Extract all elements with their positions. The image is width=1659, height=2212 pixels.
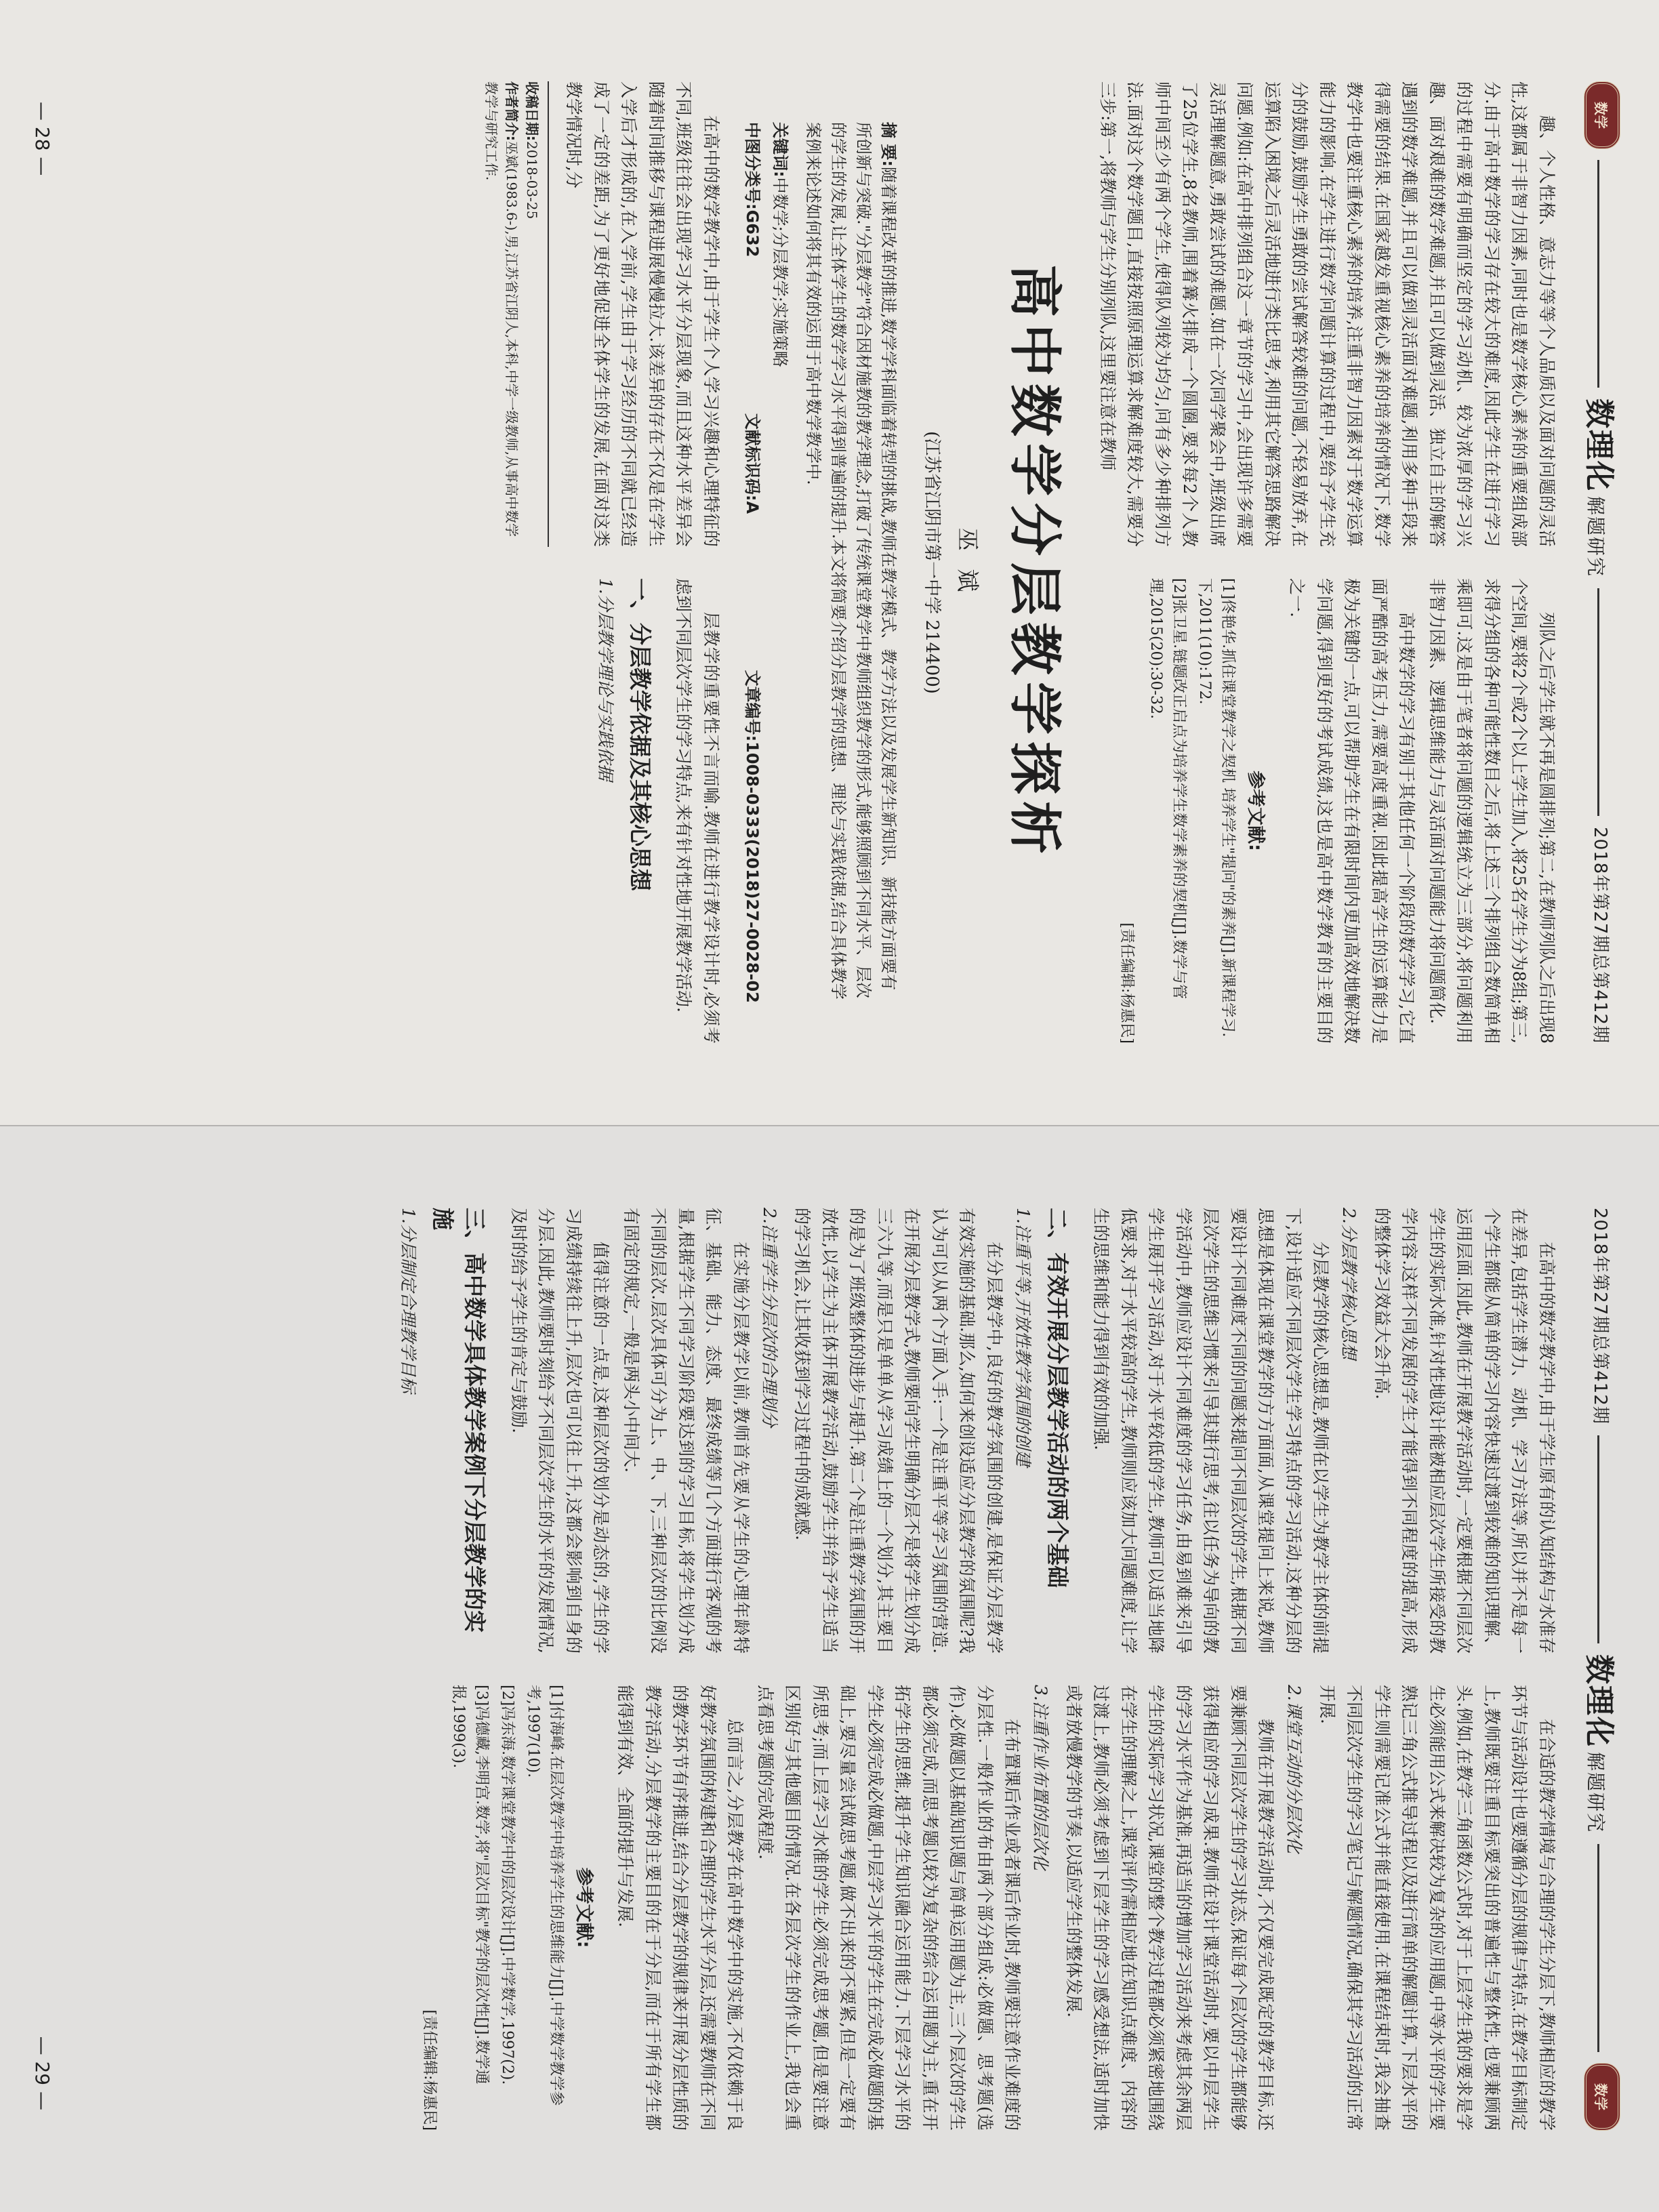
section-heading-3: 三、高中数学具体教学案例下分层教学的实施 (430, 1208, 489, 1633)
page-header (1580, 1208, 1624, 2131)
keywords-line (770, 122, 794, 1003)
subsection-heading: 3.注重作业布置的层次化 (1031, 1685, 1051, 1870)
journal-badge-logo: 数学 (1584, 2063, 1620, 2131)
references-title: 参考文献: (573, 1867, 594, 1948)
column-left (394, 1208, 1561, 1654)
section-heading-1: 一、分层教学依据及其核心思想 (626, 578, 653, 891)
body-paragraph: 在高中的数学教学中,由于学生原有的认知结构与水准存在差异,包括学生潜力、动机、学习方法等,所以并不是每一个学生都能从简单的学习内容快速过渡到较难的知识理解、运用层面.因此,教师在开展教学活动时,一定要根据不同层次学生的实际水准,针对性地设计能被相应层次学生所接受的教学内容.这样不同发展的学生才能得到不同程度的提高,形成的整体学习效益大会升高. (1372, 1208, 1557, 1654)
header-rule (1598, 160, 1600, 388)
subsection-heading: 1.注重平等,开放性教学氛围的创建 (1013, 1208, 1033, 1467)
brand-name: 数理化 (1582, 398, 1616, 493)
author-bio (481, 81, 522, 547)
prev-article-columns (1091, 81, 1561, 1044)
reference-item: [1]付海峰.在层次教学中培养学生的思维能力[J].中学数学教学参考,1997(10). (524, 1685, 565, 2106)
issue-info: 2018年第27期总第412期 (1590, 1208, 1611, 1425)
reference-item: [3]冯德藏,李明宫.数学,将"层次目标"教学的层次性[J].数学通报,1999(3). (449, 1685, 490, 2085)
received-label: 收稿日期: (523, 81, 540, 141)
document-code: 文献标识码:A (742, 413, 762, 514)
body-paragraph: 总而言之,分层教学在高中数学中的实施,不仅依赖于良好教学氛围的构建和合理的学生水平分层,还需要教师在不同的教学环节有序推进,结合分层教学的规律来开展分层性质的教学活动.分层教学的主要目的在于分层,而在于所有学生都能得到有效、全面的提升与发展. (615, 1685, 745, 2131)
received-value: 2018-03-25 (523, 141, 540, 220)
column-right (481, 578, 724, 1044)
article-author: 巫 斌 (954, 527, 981, 598)
subsection-heading: 2.分层教学核心思想 (1339, 1208, 1359, 1359)
column-left (481, 81, 724, 547)
article-number: 文章编号:1008-0333(2018)27-0028-02 (742, 670, 762, 1003)
abstract-text: 随着课程改革的推进,数学学科面临着转型的挑战,教师在教学模式、教学方法以及发展学生新知识、新技能方面要有所创新与突破."分层教学"符合因材施教的教学理念,打破了传统课堂教学中教师组织教学的形式,能够照顾到不同水平、层次的学生的发展,让全体学生的数学学习水平得到普遍的提升.本文将简要介绍分层教学的思想、理论与实践依据,结合具体教学案例来论述如何将其有效的运用于高中数学教学中. (803, 122, 899, 1000)
article-columns (481, 81, 724, 1044)
subsection-heading: 2.课堂互动的分层次化 (1284, 1685, 1305, 1853)
clc-number: 中图分类号:G632 (742, 122, 762, 258)
page-29 (0, 1125, 1659, 2212)
page-number: — 29 — (31, 2036, 54, 2110)
page-header (1580, 81, 1624, 1044)
body-paragraph: 分层教学的核心思想是,教师在以学生为教学主体的前提下,设计适应不同层次学生学习特点的学习活动.这种分层的思想是体现在课堂教学的方方面面,从课堂提问上来说,教师要设计不同难度不同的问题来提问不同层次的学生,根据不同层次学生的思维习惯来引导其进行思考,往以任务为导向的教学活动中,教师应设计不同难度的学习任务,由易到难来引导学生展开学习活动,对于水平较低的学生,教师可以适当地降低要求,对于水平较高的学生,教师则应该加大问题难度,让学生的思维和能力得到有效的加强. (1091, 1208, 1331, 1654)
keywords-text: 中数学;分层教学;实施策略 (770, 177, 790, 367)
reference-item: [2]冯东海.数学课堂教学中的层次设计[J].中学数学,1997(2). (498, 1685, 516, 2085)
column-name: 解题研究 (1584, 1751, 1607, 1833)
article-heading (922, 81, 1078, 1044)
section-heading-2: 二、有效开展分层教学活动的两个基础 (1044, 1208, 1071, 1588)
journal-brand (1580, 398, 1624, 577)
header-rule (1598, 1844, 1600, 2052)
classification-line (742, 122, 766, 1003)
reference-item: [2]张卫星.链题改正启点为培养学生数学素养的契机[J].数学与管理,2015(20):30-32. (1147, 578, 1187, 1000)
body-paragraph: 在合适的教学情境与合理的学生分层下,教师相应的教学环节与活动设计也要遵循分层的规律与特点.在教学目标制定上,教师既要注重目标要突出的普遍性与整体性,也要兼顾两头.例如,在教学三角函数公式时,对于上层学生我的要求是学生必须能用公式来解决较为复杂的应用题,中等水平的学生要熟记三角公式推导过程以及进行简单的解题计算,下层水平的学生则需要记准公式并能直接使用.在课程结束时,我会抽查不同层次学生的学习笔记与解题情况,确保其学习活动的正常开展. (1317, 1685, 1557, 2131)
issue-info: 2018年第27期总第412期 (1590, 827, 1611, 1044)
keywords (770, 122, 794, 367)
article-footnote (481, 81, 549, 547)
article-columns (394, 1208, 1561, 2131)
reference-item: [1]佟艳华.抓住课堂教学之契机 培养学生"提问"的素养[J].新课程学习.下,2011(10):172. (1195, 578, 1236, 1038)
brand-name: 数理化 (1582, 1654, 1616, 1748)
column-name: 解题研究 (1584, 496, 1607, 578)
body-paragraph: 在实施分层教学以前,教师首先要从学生的心理年龄特征、基础、能力、态度、最终成绩等几个方面进行客观的考量,根据学生不同学习阶段要达到的学习目标,将学生划分成不同的层次.层次具体可分为上、中、下,三种层次的比例没有固定的规定,一般是两头小中间大. (621, 1208, 751, 1654)
bio-label: 作者简介: (503, 81, 520, 141)
subsection-heading: 2.注重学生分层次的合理划分 (760, 1208, 779, 1427)
keywords-label: 关键词: (770, 122, 790, 178)
header-rule (1598, 1435, 1600, 1643)
body-paragraph: 值得注意的一点是,这种层次的划分是动态的,学生的学习成绩持续往上升,层次也可以往上升,这都会影响到自身的分层.因此,教师要时刻给予不同层次学生的水平的发展情况,及时的给予学生的肯定与鼓励. (509, 1208, 611, 1654)
journal-badge-logo: 数学 (1584, 81, 1620, 149)
column-right (394, 1685, 1561, 2131)
body-paragraph: 在高中的数学教学中,由于学生个人学习兴趣和心理特征的不同,班级往往会出现学习水平分层现象,而且这种水平差异会随着时间推移与课程进展慢慢拉大.该差异的存在不仅是在学生入学后才形成的,在入学前,学生由于学习经历的不同就已经造成了一定的差距,为了更好地促进全体学生的发展,在面对这类教学情况时,分 (564, 81, 721, 547)
column-right (1091, 578, 1561, 1044)
editor-credit: [责任编辑:杨惠民] (1118, 922, 1135, 1044)
abstract-label: 摘 要: (879, 122, 899, 167)
subsection-heading: 1.分层教学理论与实践依据 (595, 578, 615, 781)
body-paragraph: 在布置课后作业或者课后作业时,教师要注意作业难度的分层性.一般作业的布由两个部分组成:必做题、思考题(选作).必做题以基础知识题与简单运用题为主,三个层次的学生都必须完成,而思考题以较为复杂的综合运用题为主,重在开拓学生的思维,提升学生知识融合运用能力.下层学习水平的学生必须完成必做题,中层学习水平的学生在完成必做题的基础上,要尽量尝试做思考题,做不出来的不要紧,但是一定要有所思考;而上层学习水准的学生必须完成思考题,但是要注意区别好与其他题目的情况.在各层次学生的作业上,我也会重点看思考题的完成程度. (756, 1685, 1023, 2131)
article-title: 高中数学分层教学探析 (1004, 264, 1066, 861)
bio-text: 巫斌(1983.6-),男,江苏省江阴人,本科,中学一级教师,从事高中数学教学与研究工作. (483, 81, 520, 537)
author-affiliation: (江苏省江阴市第一中学 214400) (922, 431, 943, 694)
journal-brand (1580, 1654, 1624, 1833)
body-paragraph: 层教学的重要性不言而喻.教师在进行教学设计时,必须考虑到不同层次学生的学习特点,来有针对性地开展教学活动. (674, 578, 721, 1044)
prev-article-paragraph-2: 高中数学的学习有别于其他任何一个阶段的数学学习,它直面严酷的高考压力,需要高度重视.因此提高学生的运算能力是极为关键的一点,可以帮助学生在有限时间内更加高效地解决数学问题,得到更好的考试成绩,这也是高中数学教育的主要目的之一. (1287, 578, 1417, 1044)
body-paragraph: 教师在开展教学活动时,不仅要完成既定的教学目标,还要兼顾不同层次学生的学习状态,保证每个层次的学生都能够获得相应的学习成果.教师在设计课堂活动时,要以中层学生的学习水平作为基准,再适当的增加学习活动来考虑其余两层学生的实际学习状况,课堂的整个教学过程都必须紧密地围绕在学生的理解之上,课堂评价需相应地在知识点难度、内容的过渡上,教师必须考虑到下层学生的学习感受想法,适时加快或者放慢教学的节奏,以适应学生的整体发展. (1064, 1685, 1276, 2131)
abstract (800, 122, 901, 1003)
body-paragraph: 在分层教学中,良好的教学氛围的创建,是保证分层教学有效实施的基础.那么,如何来创设适应分层教学的氛围呢?我认为可以从两个方面入手:一个是注重平等学习氛围的营造.在开展分层教学式,教师要向学生明确分层不是将学生划分成三六九等,而是只是单单从学习成绩上的一个划分,其主要目的是为了班级整体的进步与提升.第二个是注重教学氛围的开放性,以学生为主体开展教学活动,鼓励学生并给予学生适当的学习机会,让其收获到学习过程中的成就感. (792, 1208, 1004, 1654)
editor-credit: [责任编辑:杨惠民] (420, 2009, 438, 2131)
header-rule (1598, 588, 1600, 816)
page-number: — 28 — (31, 102, 54, 176)
intro-paragraph: 趣、个人性格、意志力等等个人品质以及面对问题的灵活性,这都属于非智力因素,同时也是数学核心素养的重要组成部分.由于高中数学的学习存在较大的难度,因此学生在进行学习的过程中需要有明确而坚定的学习动机、较为浓厚的学习兴趣、面对艰难的数学难题,并且可以做到灵活、独立自主的解答遇到的数学难题,并且可以做到灵活面对难题,利用多种手段来得需要的结果.在国家越发重视核心素养的培养的情况下,数学教学中也要注重核心素养的培养,注重非智力因素对于数学运算能力的影响.在学生进行数学问题计算的过程中,要给予学生充分的鼓励,鼓励学生勇敢的尝试解答较难的问题,不轻易放弃,在运算陷入困境之后灵活地进行类比思考,利用其它解答思路解决问题.例如:在高中排列组合这一章节的学习中,会出现许多需要灵活理解题意,勇敢尝试的难题.如在一次同学聚会中,班级出席了25位学生,8名教师,围着篝火排成一个圆圈,要求每2个人教师中间至少有两个学生,使得队列较为均匀,问有多少种排列方法.面对这个数学题目,直接按照原理运算求解难度较大,需要分三步:第一,将教师与学生分别列队,这里要注意在教师 (1098, 81, 1557, 547)
subsection-heading: 1.分层制定合理教学目标 (398, 1208, 419, 1393)
prev-article-paragraph: 列队之后学生就不再是圆排列;第二,在教师列队之后出现8个空间,要将2个或2个以上学生加入,将25名学生分为8组;第三,求得分组的各种可能性数目之后,将上述三个排列组合数简单相乘即可.这是由于笔者将问题的逻辑统立为三部分,将问题利用非智力因素、逻辑思维能力与灵活面对问题能力将问题简化. (1427, 578, 1557, 1044)
received-date (522, 81, 542, 547)
references-title: 参考文献: (1245, 771, 1266, 851)
column-left (1091, 81, 1561, 547)
